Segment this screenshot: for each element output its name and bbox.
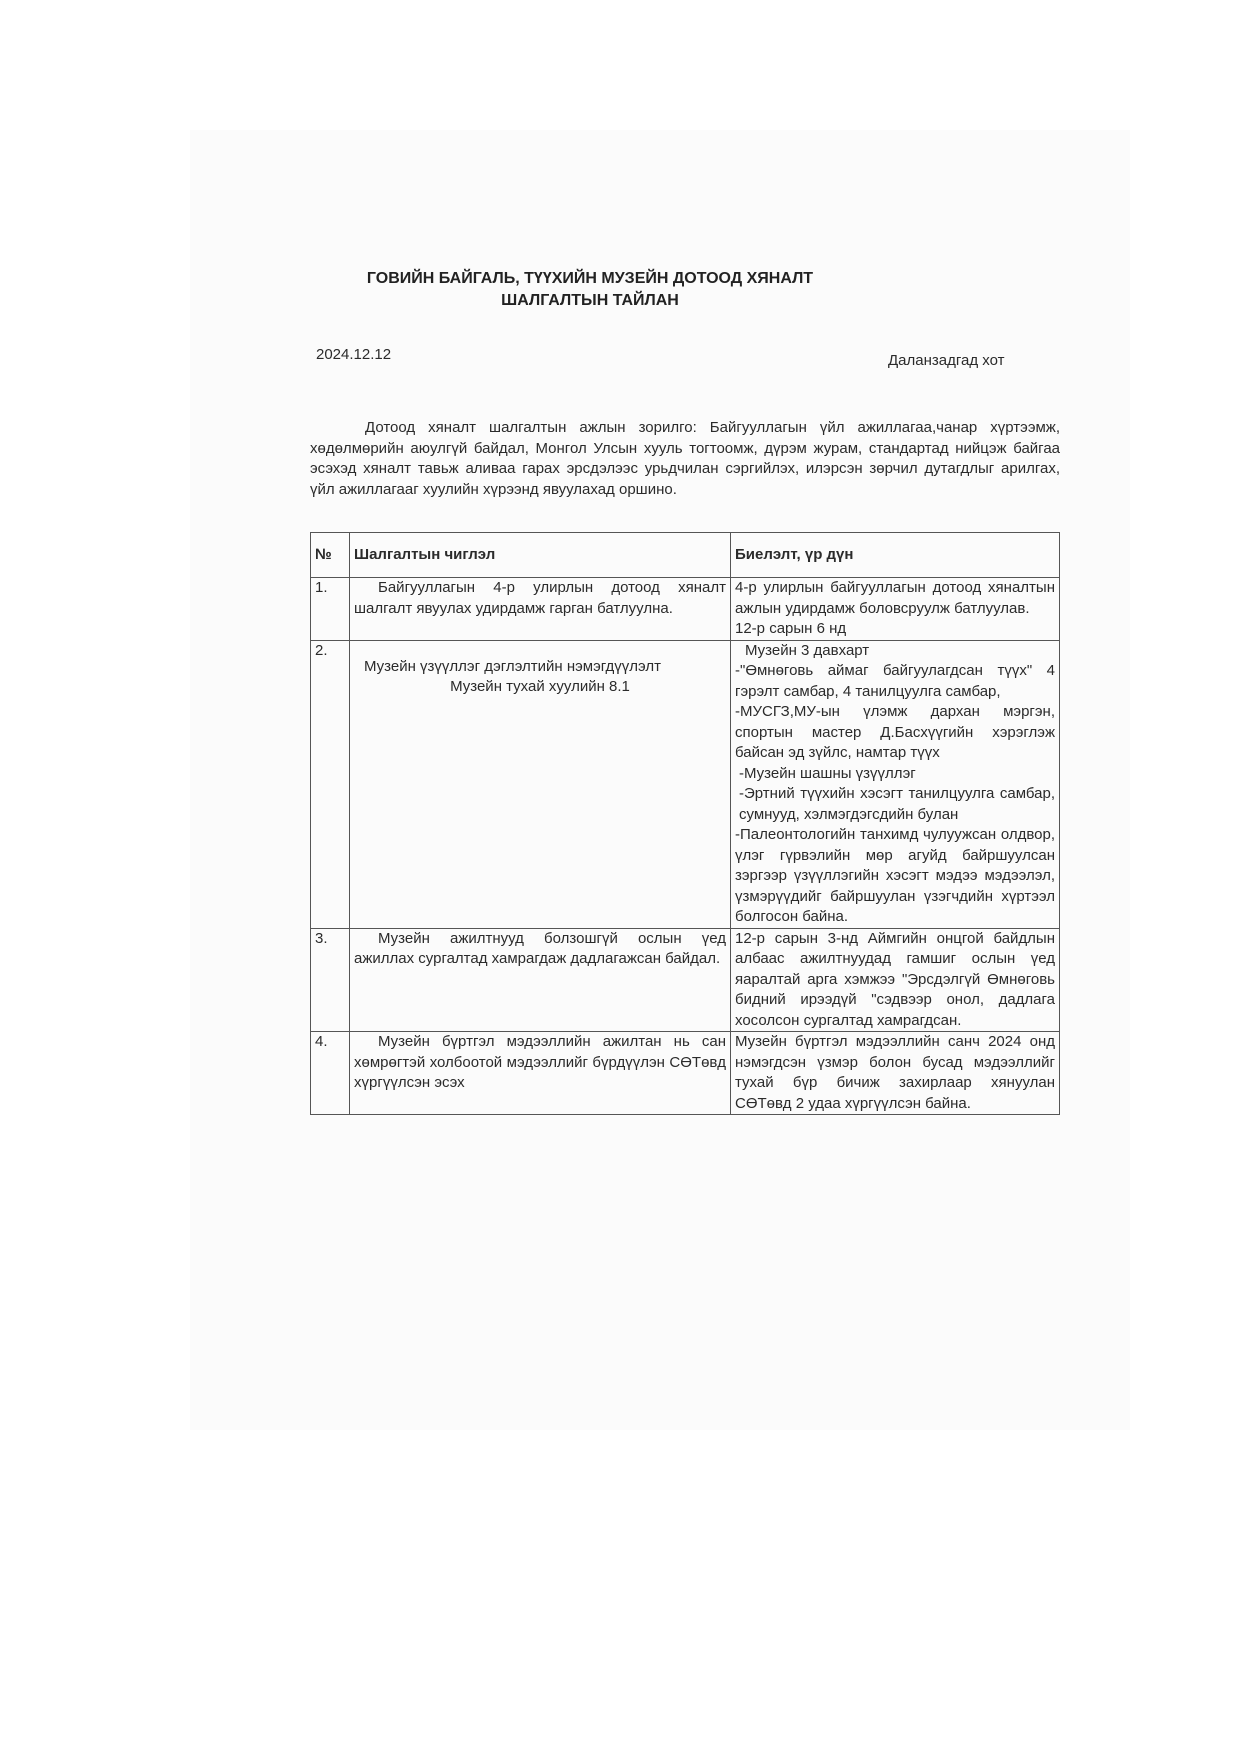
row-result-line: -Палеонтологийн танхимд чулуужсан олдвор, үлэг гүрвэлийн мөр агуйд байршуулсан зэргээр үзүүллэгийн хэсэгт мэдээ мэдээлэл, үзмэрүүдийг байршуулан үзэгчдийн хүртээл болгосон байна. (735, 826, 1055, 925)
row-result (731, 578, 1060, 641)
row-direction: Музейн бүртгэл мэдээллийн ажилтан нь сан хөмрөгтэй холбоотой мэдээллийг бүрдүүлэн СӨТөвд хүргүүлсэн эсэх (350, 1032, 731, 1115)
intro-paragraph: Дотоод хяналт шалгалтын ажлын зорилго: Байгууллагын үйл ажиллагаа,чанар хүртээмж, хөдөлмөрийн аюулгүй байдал, Монгол Улсын хууль тогтоомж, дүрэм журам, стандартад нийцэж байгаа эсэхэд хяналт тавьж аливаа гарах эрсдэлээс урьдчилан сэргийлэх, илэрсэн зөрчил дутагдлыг арилгах, үйл ажиллагааг хуулийн хүрээнд явуулахад оршино. (310, 419, 1060, 498)
table-row (311, 578, 1060, 641)
row-direction-line-1: Музейн үзүүллэг дэглэлтийн нэмэгдүүлэлт (364, 657, 661, 675)
row-result (731, 640, 1060, 928)
row-result: Музейн бүртгэл мэдээллийн санч 2024 онд нэмэгдсэн үзмэр болон бусад мэдээллийг тухай бүр бичиж захирлаар хянуулан СӨТөвд 2 удаа хүргүүлсэн байна. (731, 1032, 1060, 1115)
row-result-line: Музейн 3 давхарт (745, 641, 870, 659)
report-date: 2024.12.12 (316, 346, 392, 363)
table-row (311, 928, 1060, 1032)
row-result-line: -МУСГЗ,МУ-ын үлэмж дархан мэргэн, спортын мастер Д.Басхүүгийн хэрэглэж байсан эд зүйлс, намтар түүх (735, 703, 1055, 761)
row-result-note: 12-р сарын 6 нд (735, 620, 847, 637)
table-row (311, 1032, 1060, 1115)
row-result-line: -"Өмнөговь аймаг байгуулагдсан түүх" 4 гэрэлт самбар, 4 танилцуулга самбар, (735, 662, 1055, 700)
document-title (300, 268, 880, 312)
row-direction: Байгууллагын 4-р улирлын дотоод хяналт шалгалт явуулах удирдамж гарган батлуулна. (350, 578, 731, 641)
row-result: 12-р сарын 3-нд Аймгийн онцгой байдлын албаас ажилтнуудад гамшиг ослын үед яаралтай арга хэмжээ "Эрсдэлгүй Өмнөговь бидний ирээдүй "сэдвээр онол, дадлага хосолсон сургалтад хамрагдсан. (731, 928, 1060, 1032)
title-line-1: ГОВИЙН БАЙГАЛЬ, ТҮҮХИЙН МУЗЕЙН ДОТООД ХЯНАЛТ (366, 270, 814, 287)
inspection-table (310, 532, 1060, 1115)
row-result-line: -Музейн шашны үзүүллэг (739, 764, 916, 782)
row-direction-line-2: Музейн тухай хуулийн 8.1 (450, 678, 630, 695)
row-number: 1. (311, 578, 350, 641)
table-header-row (311, 533, 1060, 578)
header-result: Биелэлт, үр дүн (731, 533, 1060, 578)
row-direction: Музейн ажилтнууд болзошгүй ослын үед ажиллах сургалтад хамрагдаж дадлагажсан байдал. (350, 928, 731, 1032)
row-result-text: 4-р улирлын байгууллагын дотоод хяналтын ажлын удирдамж боловсруулж батлуулав. (735, 579, 1055, 617)
table-row (311, 640, 1060, 928)
row-direction (350, 640, 731, 928)
row-number: 3. (311, 928, 350, 1032)
header-direction: Шалгалтын чиглэл (350, 533, 731, 578)
header-number: № (311, 533, 350, 578)
report-city: Даланзадгад хот (888, 352, 1005, 369)
row-number: 4. (311, 1032, 350, 1115)
title-line-2: ШАЛГАЛТЫН ТАЙЛАН (501, 292, 679, 309)
row-result-line: -Эртний түүхийн хэсэгт танилцуулга самбар, сумнууд, хэлмэгдэгсдийн булан (739, 785, 1055, 823)
row-number: 2. (311, 640, 350, 928)
